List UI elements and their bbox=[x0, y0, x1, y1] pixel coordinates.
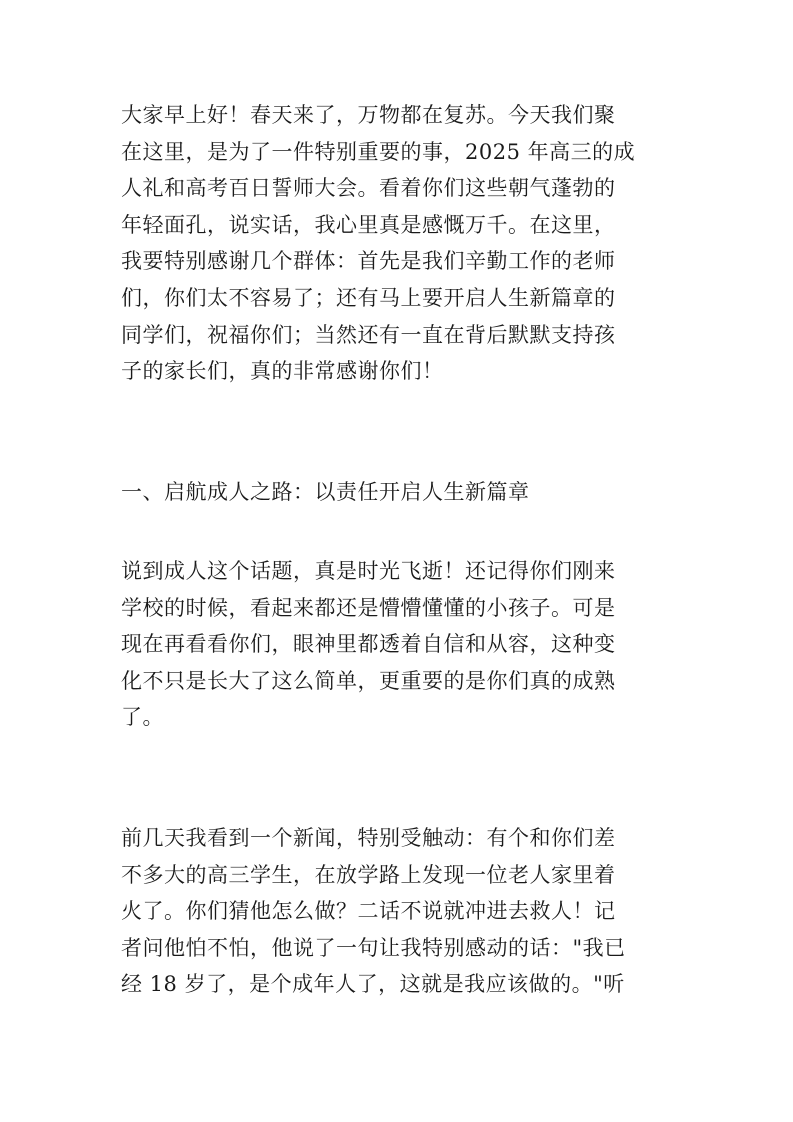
text-line: 大家早上好！春天来了，万物都在复苏。今天我们聚 bbox=[121, 103, 616, 127]
text-line: 人礼和高考百日誓师大会。看着你们这些朝气蓬勃的 bbox=[121, 176, 616, 201]
text-line: 学校的时候，看起来都还是懵懵懂懂的小孩子。可是 bbox=[121, 595, 616, 620]
text-line: 子的家长们，真的非常感谢你们！ bbox=[121, 359, 444, 384]
text-line: 现在再看看你们，眼神里都透着自信和从容，这种变 bbox=[121, 632, 616, 657]
text-line: 在这里，是为了一件特别重要的事，2025 年高三的成 bbox=[121, 139, 636, 164]
body-paragraph-2 bbox=[121, 553, 674, 736]
text-line: 了。 bbox=[121, 705, 164, 730]
text-line: 者问他怕不怕，他说了一句让我特别感动的话："我已 bbox=[121, 935, 626, 960]
text-line: 化不只是长大了这么简单，更重要的是你们真的成熟 bbox=[121, 668, 616, 693]
text-line: 火了。你们猜他怎么做？二话不说就冲进去救人！记 bbox=[121, 899, 616, 924]
text-line: 经 18 岁了，是个成年人了，这就是我应该做的。"听 bbox=[121, 972, 625, 997]
text-line: 年轻面孔，说实话，我心里真是感慨万千。在这里， bbox=[121, 212, 616, 237]
intro-paragraph bbox=[121, 97, 674, 390]
text-line: 同学们，祝福你们；当然还有一直在背后默默支持孩 bbox=[121, 322, 616, 347]
section-heading: 一、启航成人之路：以责任开启人生新篇章 bbox=[121, 480, 530, 504]
text-line: 们，你们太不容易了；还有马上要开启人生新篇章的 bbox=[121, 285, 616, 310]
body-paragraph-3 bbox=[121, 820, 674, 1003]
text-line: 前几天我看到一个新闻，特别受触动：有个和你们差 bbox=[121, 826, 616, 850]
text-line: 说到成人这个话题，真是时光飞逝！还记得你们刚来 bbox=[121, 559, 616, 583]
text-line: 我要特别感谢几个群体：首先是我们辛勤工作的老师 bbox=[121, 249, 616, 274]
text-line: 不多大的高三学生，在放学路上发现一位老人家里着 bbox=[121, 862, 616, 887]
